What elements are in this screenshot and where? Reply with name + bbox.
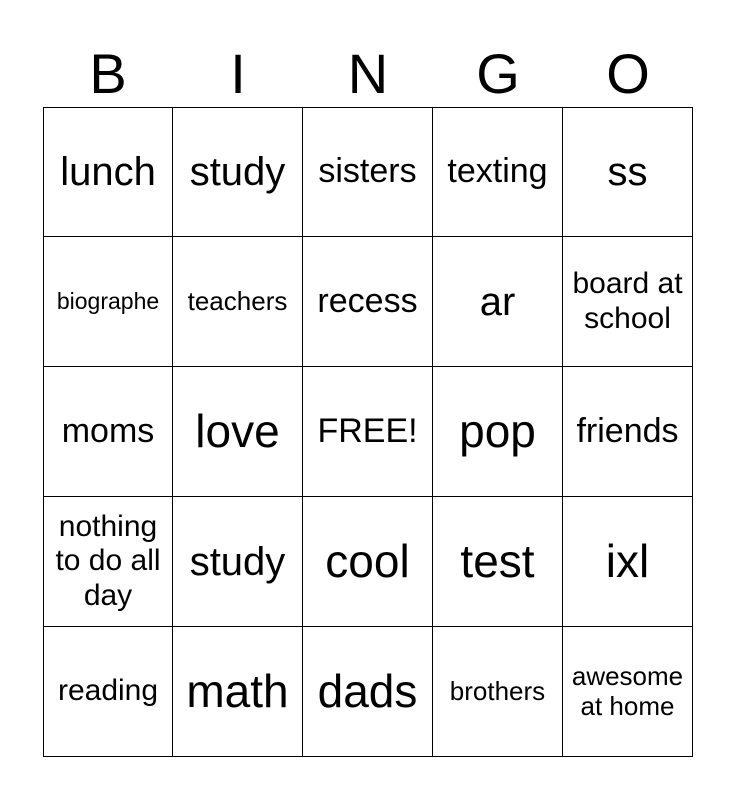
bingo-cell[interactable]: friends bbox=[563, 367, 693, 497]
free-space-cell[interactable]: FREE! bbox=[303, 367, 433, 497]
bingo-cell[interactable]: love bbox=[173, 367, 303, 497]
bingo-cell[interactable]: board at school bbox=[563, 237, 693, 367]
bingo-cell[interactable]: pop bbox=[433, 367, 563, 497]
bingo-cell[interactable]: texting bbox=[433, 107, 563, 237]
bingo-cell[interactable]: nothing to do all day bbox=[43, 497, 173, 627]
bingo-cell[interactable]: study bbox=[173, 497, 303, 627]
bingo-cell[interactable]: teachers bbox=[173, 237, 303, 367]
bingo-cell[interactable]: ar bbox=[433, 237, 563, 367]
bingo-header bbox=[43, 40, 693, 108]
header-letter-g: G bbox=[476, 42, 520, 105]
bingo-cell[interactable]: reading bbox=[43, 627, 173, 757]
header-letter-o: O bbox=[606, 42, 650, 105]
bingo-cell[interactable]: ss bbox=[563, 107, 693, 237]
bingo-cell[interactable]: brothers bbox=[433, 627, 563, 757]
bingo-cell[interactable]: dads bbox=[303, 627, 433, 757]
bingo-cell[interactable]: study bbox=[173, 107, 303, 237]
bingo-cell[interactable]: recess bbox=[303, 237, 433, 367]
bingo-cell[interactable]: lunch bbox=[43, 107, 173, 237]
header-letter-n: N bbox=[347, 42, 389, 105]
header-letter-b: B bbox=[89, 42, 127, 105]
bingo-cell[interactable]: test bbox=[433, 497, 563, 627]
bingo-cell[interactable]: ixl bbox=[563, 497, 693, 627]
bingo-cell[interactable]: sisters bbox=[303, 107, 433, 237]
bingo-cell[interactable]: math bbox=[173, 627, 303, 757]
bingo-cell[interactable]: cool bbox=[303, 497, 433, 627]
bingo-cell[interactable]: moms bbox=[43, 367, 173, 497]
bingo-card-grid bbox=[43, 107, 693, 757]
bingo-cell[interactable]: awesome at home bbox=[563, 627, 693, 757]
header-letter-i: I bbox=[230, 42, 246, 105]
bingo-cell[interactable]: biographe bbox=[43, 237, 173, 367]
